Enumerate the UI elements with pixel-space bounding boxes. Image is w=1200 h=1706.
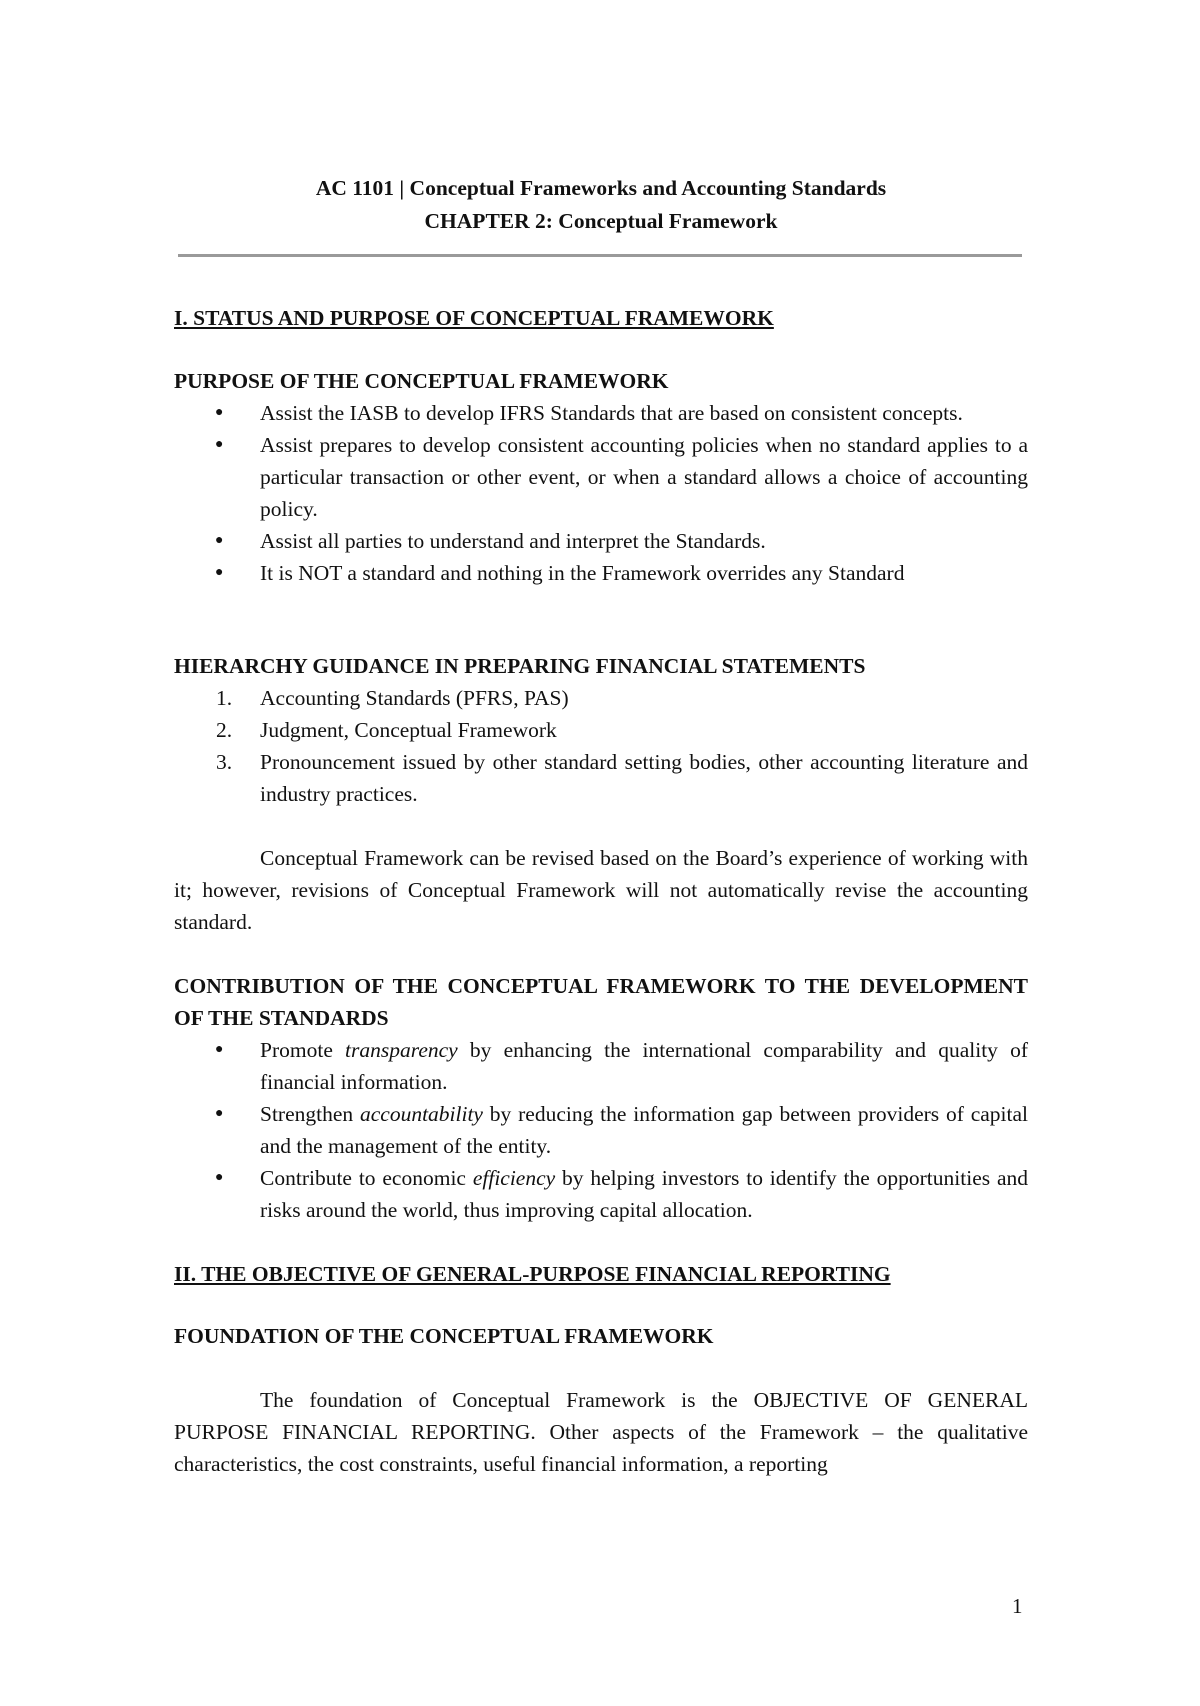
revision-paragraph: Conceptual Framework can be revised based on the Board’s experience of working with it; however, revisions of Conceptual Framework will not automatically revise the accounting standard.: [174, 846, 1028, 934]
purpose-list: [174, 397, 1028, 589]
contribution-list: [174, 1034, 1028, 1226]
list-item: ● Assist prepares to develop consistent accounting policies when no standard applies to a particular transaction or other event, or when a standard allows a choice of accounting policy.: [174, 429, 1028, 525]
purpose-heading: PURPOSE OF THE CONCEPTUAL FRAMEWORK: [174, 369, 669, 393]
contribution-heading: CONTRIBUTION OF THE CONCEPTUAL FRAMEWORK TO THE DEVELOPMENT OF THE STANDARDS: [174, 974, 1028, 1030]
list-item: ● Promote transparency by enhancing the international comparability and quality of financial information.: [174, 1034, 1028, 1098]
foundation-paragraph: The foundation of Conceptual Framework is the OBJECTIVE OF GENERAL PURPOSE FINANCIAL REPORTING. Other aspects of the Framework – the qualitative characteristics, the cost constraints, useful financial information, a reporting: [174, 1388, 1028, 1476]
list-item: ● Contribute to economic efficiency by helping investors to identify the opportunities and risks around the world, thus improving capital allocation.: [174, 1162, 1028, 1226]
bullet-icon: ●: [215, 1106, 224, 1121]
section-1-title: I. STATUS AND PURPOSE OF CONCEPTUAL FRAMEWORK: [174, 306, 774, 330]
bullet-icon: ●: [215, 1170, 224, 1185]
bullet-icon: ●: [215, 533, 224, 548]
section-2-title: II. THE OBJECTIVE OF GENERAL-PURPOSE FINANCIAL REPORTING: [174, 1262, 891, 1286]
chapter-title: CHAPTER 2: Conceptual Framework: [424, 209, 778, 233]
page-number: 1: [1012, 1594, 1023, 1618]
header-divider: [178, 254, 1022, 257]
list-number: 3.: [216, 750, 233, 774]
bullet-icon: ●: [215, 1042, 224, 1057]
hierarchy-heading: HIERARCHY GUIDANCE IN PREPARING FINANCIAL STATEMENTS: [174, 654, 866, 678]
bullet-icon: ●: [215, 437, 224, 452]
list-item: ● It is NOT a standard and nothing in the Framework overrides any Standard: [174, 557, 1028, 589]
foundation-heading: FOUNDATION OF THE CONCEPTUAL FRAMEWORK: [174, 1324, 714, 1348]
list-number: 2.: [216, 718, 233, 742]
list-item: ● Strengthen accountability by reducing the information gap between providers of capital and the management of the entity.: [174, 1098, 1028, 1162]
hierarchy-list: [174, 682, 1028, 810]
list-item: 2. Judgment, Conceptual Framework: [174, 714, 1028, 746]
bullet-icon: ●: [215, 565, 224, 580]
list-item: ● Assist the IASB to develop IFRS Standards that are based on consistent concepts.: [174, 397, 1028, 429]
list-item: 1. Accounting Standards (PFRS, PAS): [174, 682, 1028, 714]
bullet-icon: ●: [215, 405, 224, 420]
list-number: 1.: [216, 686, 233, 710]
list-item: ● Assist all parties to understand and interpret the Standards.: [174, 525, 1028, 557]
list-item: 3. Pronouncement issued by other standard setting bodies, other accounting literature and industry practices.: [174, 746, 1028, 810]
document-header: [174, 172, 1028, 238]
course-title: AC 1101 | Conceptual Frameworks and Accounting Standards: [315, 176, 887, 200]
